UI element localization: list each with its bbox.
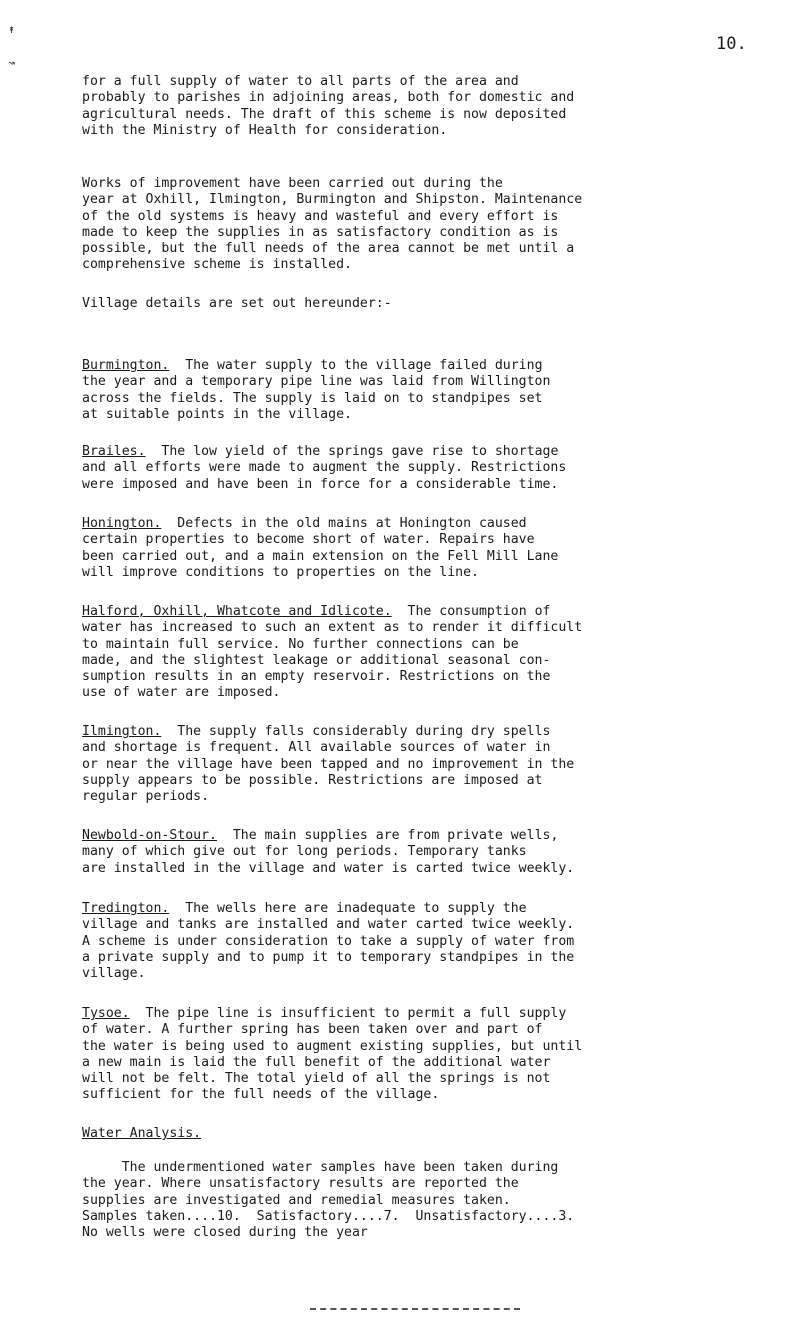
village-newbold-on-stour <box>82 812 782 893</box>
village-heading: Newbold-on-Stour. <box>82 828 217 844</box>
text-line: with the Ministry of Health for consideration. <box>82 122 448 138</box>
first-line <box>82 828 782 844</box>
text-line: comprehensive scheme is installed. <box>82 257 352 273</box>
text-line: a private supply and to pump it to temporary standpipes in the <box>82 949 575 965</box>
text-line: across the fields. The supply is laid on to standpipes set <box>82 390 543 406</box>
text-line: made to keep the supplies in as satisfactory condition as is <box>82 224 559 240</box>
text-line: of the old systems is heavy and wasteful and every effort is <box>82 208 559 224</box>
text-line: supply appears to be possible. Restrictions are imposed at <box>82 772 543 788</box>
text-line: Samples taken....10. Satisfactory....7. Unsatisfactory....3. <box>82 1208 575 1224</box>
village-halford <box>82 588 782 718</box>
text-line: No wells were closed during the year <box>82 1225 368 1241</box>
village-heading: Brailes. <box>82 444 146 460</box>
intro-paragraph <box>82 58 782 155</box>
first-line <box>82 604 782 620</box>
text-line: village. <box>82 966 146 982</box>
text-line: were imposed and have been in force for a considerable time. <box>82 476 559 492</box>
village-brailes <box>82 428 782 509</box>
first-line <box>82 516 782 532</box>
village-tysoe <box>82 990 782 1120</box>
village-burmington <box>82 342 782 439</box>
works-paragraph <box>82 160 782 290</box>
text-line: possible, but the full needs of the area cannot be met until a <box>82 241 575 257</box>
text-line: the year and a temporary pipe line was laid from Willington <box>82 374 551 390</box>
text-line: a new main is laid the full benefit of the additional water <box>82 1054 551 1070</box>
village-tredington <box>82 885 782 998</box>
text-line: made, and the slightest leakage or additional seasonal con- <box>82 652 551 668</box>
text-line: been carried out, and a main extension on the Fell Mill Lane <box>82 548 559 564</box>
text-line: probably to parishes in adjoining areas, both for domestic and <box>82 90 575 106</box>
first-line <box>82 358 782 374</box>
text-line: The main supplies are from private wells, <box>216 828 559 844</box>
text-line: or near the village have been tapped and no improvement in the <box>82 756 575 772</box>
footer-rule <box>310 1308 520 1310</box>
text-line: The water supply to the village failed during <box>169 358 543 374</box>
village-heading: Honington. <box>82 516 162 532</box>
village-heading: Tysoe. <box>82 1006 130 1022</box>
village-honington <box>82 500 782 597</box>
text-line: will improve conditions to properties on the line. <box>82 564 479 580</box>
village-heading: Ilmington. <box>82 724 162 740</box>
text-line: The low yield of the springs gave rise to shortage <box>145 444 559 460</box>
section-heading: Water Analysis. <box>82 1126 202 1142</box>
text-line: are installed in the village and water is carted twice weekly. <box>82 860 575 876</box>
text-line: The supply falls considerably during dry spells <box>161 724 551 740</box>
text-line: The pipe line is insufficient to permit a full supply <box>129 1006 567 1022</box>
text-line: The undermentioned water samples have been taken during <box>82 1160 559 1176</box>
text-line: many of which give out for long periods. Temporary tanks <box>82 844 527 860</box>
text-line: to maintain full service. No further connections can be <box>82 636 519 652</box>
first-line <box>82 1006 782 1022</box>
text-line: at suitable points in the village. <box>82 406 352 422</box>
text-line: will not be felt. The total yield of all the springs is not <box>82 1071 551 1087</box>
text-line: and all efforts were made to augment the supply. Restrictions <box>82 460 567 476</box>
text-line: supplies are investigated and remedial measures taken. <box>82 1192 511 1208</box>
text-line: sufficient for the full needs of the village. <box>82 1087 440 1103</box>
first-line <box>82 724 782 740</box>
water-analysis-paragraph <box>82 1144 782 1257</box>
margin-mark: ↝ <box>8 56 16 70</box>
text-line: sumption results in an empty reservoir. Restrictions on the <box>82 669 551 685</box>
text-line: The wells here are inadequate to supply the <box>169 901 527 917</box>
village-heading: Tredington. <box>82 901 170 917</box>
text-line: agricultural needs. The draft of this scheme is now deposited <box>82 106 567 122</box>
text-line: Defects in the old mains at Honington caused <box>161 516 527 532</box>
text-line: A scheme is under consideration to take a supply of water from <box>82 933 575 949</box>
water-analysis-heading <box>82 1110 782 1142</box>
first-line <box>82 444 782 460</box>
text-line: certain properties to become short of water. Repairs have <box>82 532 535 548</box>
page-number: 10. <box>716 34 747 54</box>
text-line: and shortage is frequent. All available sources of water in <box>82 740 551 756</box>
text-line: village and tanks are installed and water carted twice weekly. <box>82 917 575 933</box>
text-line: use of water are imposed. <box>82 685 281 701</box>
village-intro: Village details are set out hereunder:- <box>82 296 392 311</box>
text-line: for a full supply of water to all parts of the area and <box>82 74 519 90</box>
text-line: the water is being used to augment existing supplies, but until <box>82 1038 583 1054</box>
margin-mark: ↟ <box>8 22 16 36</box>
first-line <box>82 901 782 917</box>
text-line: Works of improvement have been carried out during the <box>82 176 503 192</box>
village-heading: Burmington. <box>82 358 170 374</box>
text-line: the year. Where unsatisfactory results are reported the <box>82 1176 519 1192</box>
text-line: regular periods. <box>82 789 210 805</box>
text-line: The consumption of <box>391 604 551 620</box>
text-line: water has increased to such an extent as to render it difficult <box>82 620 583 636</box>
text-line: of water. A further spring has been taken over and part of <box>82 1022 543 1038</box>
village-heading: Halford, Oxhill, Whatcote and Idlicote. <box>82 604 392 620</box>
village-ilmington <box>82 708 782 821</box>
text-line: year at Oxhill, Ilmington, Burmington and Shipston. Maintenance <box>82 192 583 208</box>
